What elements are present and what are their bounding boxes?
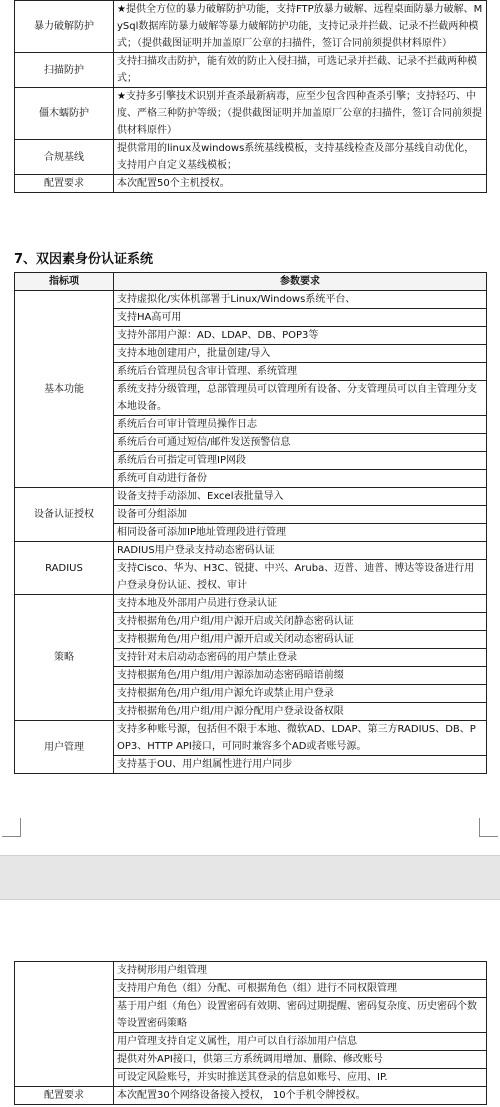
group-label: 设备认证授权 [15,488,114,542]
requirement-item: 支持Cisco、华为、H3C、锐捷、中兴、Aruba、迈普、迪普、博达等设备进行用户登录身份认证、授权、审计 [114,560,487,595]
requirement-item: 支持针对未启动动态密码的用户禁止登录 [114,649,487,667]
header-requirement: 参数要求 [114,273,487,291]
document-page-2 [0,900,500,1107]
requirement-item: 基于用户组（角色）设置密码有效期、密码过期提醒、密码复杂度、历史密码个数等设置密码策略 [114,998,487,1033]
requirement-item: 支持HA高可用 [114,309,487,327]
row-label: 配置要求 [15,1087,114,1105]
row-label: 僵木蠕防护 [15,88,114,140]
table-header-row [15,273,487,291]
row-label: 暴力破解防护 [15,1,114,53]
section-title: 7、双因素身份认证系统 [14,252,154,267]
requirement-item: 设备支持手动添加、Excel表批量导入 [114,488,487,506]
requirement-item: 系统可自动进行备份 [114,470,487,488]
row-text: 本次配置30个网络设备接入授权， 10个手机令牌授权。 [114,1087,487,1105]
requirement-item: 可设定风险账号，并实时推送其登录的信息如账号、应用、IP. [114,1069,487,1087]
requirement-item: 支持虚拟化/实体机部署于Linux/Windows系统平台、 [114,291,487,309]
requirement-item: 支持树形用户组管理 [114,962,487,980]
requirement-item: 支持根据角色/用户组/用户源开启或关闭动态密码认证 [114,631,487,649]
requirement-item: 支持本地创建用户，批量创建/导入 [114,345,487,363]
row-text: 提供常用的linux及windows系统基线模板，支持基线检查及部分基线自动优化，支持用户自定义基线模板； [114,140,487,175]
crop-mark [2,818,21,837]
requirement-item: 支持根据角色/用户组/用户源添加动态密码暗语前缀 [114,667,487,685]
crop-mark [479,818,498,837]
page-gap [0,855,500,900]
row-text: 本次配置50个主机授权。 [114,175,487,193]
mfa-spec-table-continued [14,961,487,1105]
header-indicator: 指标项 [15,273,114,291]
requirement-item: 支持根据角色/用户组/用户源开启或关闭静态密码认证 [114,613,487,631]
requirement-item: 相同设备可添加IP地址管理段进行管理 [114,524,487,542]
mfa-spec-table [14,272,487,774]
requirement-item: 支持本地及外部用户员进行登录认证 [114,595,487,613]
table-row [15,721,487,756]
requirement-item: 用户管理支持自定义属性，用户可以自行添加用户信息 [114,1033,487,1051]
table-row [15,1087,487,1105]
security-spec-table [14,0,487,193]
row-text: ★提供全方位的暴力破解防护功能，支持FTP放暴力破解、远程桌面防暴力破解、MySql数据库防暴力破解等暴力破解防护功能，支持记录并拦截、记录不拦截两种模式；（提供截图证明并加盖原厂公章的扫描件，签订合同前须提供材料原件） [114,1,487,53]
requirement-item: 提供对外API接口，供第三方系统调用增加、删除、修改账号 [114,1051,487,1069]
group-label: 策略 [15,595,114,721]
group-label: 基本功能 [15,291,114,488]
requirement-item: 支持根据角色/用户组/用户源允许或禁止用户登录 [114,685,487,703]
table-row [15,1,487,53]
table-row [15,175,487,193]
row-label: 扫描防护 [15,53,114,88]
table-row [15,488,487,506]
table-row [15,291,487,309]
requirement-item: 系统后台可审计管理员操作日志 [114,416,487,434]
requirement-item: 支持外部用户源：AD、LDAP、DB、POP3等 [114,327,487,345]
table-row [15,140,487,175]
group-label-empty [15,962,114,1087]
table-row [15,595,487,613]
requirement-item: 支持根据角色/用户组/用户源分配用户登录设备权限 [114,703,487,721]
group-label: 用户管理 [15,721,114,774]
requirement-item: 支持多种账号源，包括但不限于本地、微软AD、LDAP、第三方RADIUS、DB、POP3、HTTP API接口，可同时兼容多个AD或者账号源。 [114,721,487,756]
requirement-item: 支持用户角色（组）分配、可根据角色（组）进行不同权限管理 [114,980,487,998]
requirement-item: 系统后台可指定可管理IP网段 [114,452,487,470]
requirement-item: 支持基于OU、用户组属性进行用户同步 [114,756,487,774]
requirement-item: 系统后台管理员包含审计管理、系统管理 [114,363,487,381]
row-label: 合规基线 [15,140,114,175]
row-label: 配置要求 [15,175,114,193]
requirement-item: 系统支持分级管理，总部管理员可以管理所有设备、分支管理员可以自主管理分支本地设备。 [114,381,487,416]
row-text: 支持扫描攻击防护，能有效的防止入侵扫描，可选记录并拦截、记录不拦截两种模式； [114,53,487,88]
table-row [15,88,487,140]
table-row [15,542,487,560]
table-row [15,962,487,980]
table-row [15,53,487,88]
row-text: ★支持多引擎技术识别并查杀最新病毒，应至少包含四种查杀引擎；支持轻巧、中度、严格三种防护等级；（提供截图证明并加盖原厂公章的扫描件，签订合同前须提供材料原件） [114,88,487,140]
group-label: RADIUS [15,542,114,595]
requirement-item: 设备可分组添加 [114,506,487,524]
requirement-item: 系统后台可通过短信/邮件发送预警信息 [114,434,487,452]
requirement-item: RADIUS用户登录支持动态密码认证 [114,542,487,560]
